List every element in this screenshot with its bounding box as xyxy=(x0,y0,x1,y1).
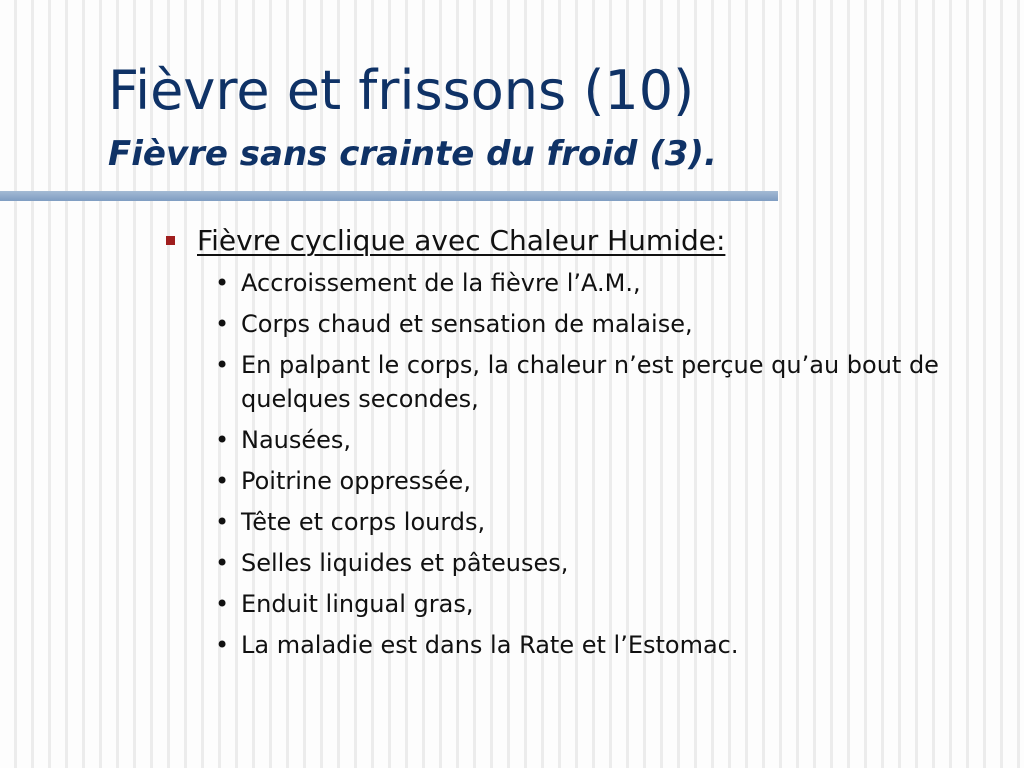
list-item xyxy=(213,546,973,580)
main-bullet-text: Fièvre cyclique avec Chaleur Humide: xyxy=(197,224,726,257)
list-item xyxy=(213,464,973,498)
list-item-text: Selles liquides et pâteuses, xyxy=(241,549,569,577)
bullet-dot-icon: • xyxy=(215,631,230,659)
bullet-dot-icon: • xyxy=(215,508,230,536)
bullet-dot-icon: • xyxy=(215,351,230,379)
list-item xyxy=(213,505,973,539)
list-item xyxy=(213,628,973,662)
title-divider xyxy=(0,191,778,201)
list-item xyxy=(213,423,973,457)
list-item-text: Tête et corps lourds, xyxy=(241,508,486,536)
list-item-text: Accroissement de la fièvre l’A.M., xyxy=(241,269,641,297)
list-item-text: Corps chaud et sensation de malaise, xyxy=(241,310,693,338)
bullet-dot-icon: • xyxy=(215,310,230,338)
list-item xyxy=(213,348,973,416)
slide-subtitle: Fièvre sans crainte du froid (3). xyxy=(108,134,717,174)
list-item-text: Nausées, xyxy=(241,426,352,454)
bullet-dot-icon: • xyxy=(215,269,230,297)
list-item-text: La maladie est dans la Rate et l’Estomac. xyxy=(241,631,739,659)
list-item xyxy=(213,266,973,300)
list-item-text: En palpant le corps, la chaleur n’est perçue qu’au bout de quelques secondes, xyxy=(241,351,939,413)
list-item-text: Enduit lingual gras, xyxy=(241,590,474,618)
slide-title: Fièvre et frissons (10) xyxy=(108,59,695,122)
bullet-dot-icon: • xyxy=(215,467,230,495)
list-item xyxy=(213,307,973,341)
bullet-dot-icon: • xyxy=(215,590,230,618)
bullet-dot-icon: • xyxy=(215,549,230,577)
symptom-list xyxy=(213,266,973,669)
bullet-dot-icon: • xyxy=(215,426,230,454)
square-bullet-icon xyxy=(166,236,175,245)
list-item xyxy=(213,587,973,621)
list-item-text: Poitrine oppressée, xyxy=(241,467,471,495)
